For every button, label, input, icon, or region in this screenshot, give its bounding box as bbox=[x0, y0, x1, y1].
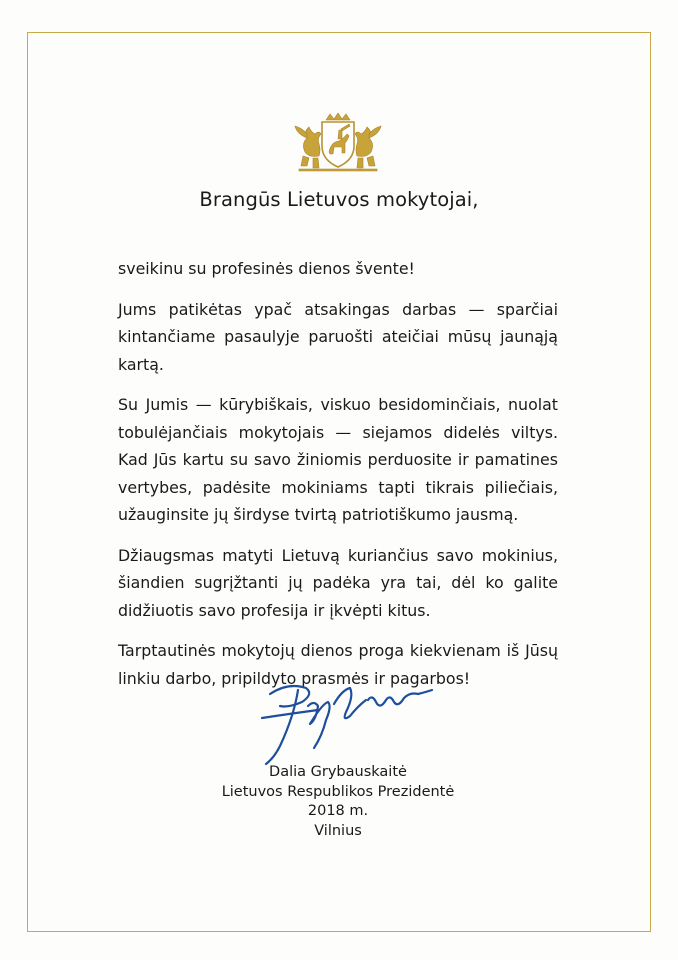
salutation: Brangūs Lietuvos mokytojai, bbox=[199, 188, 479, 211]
letter-place: Vilnius bbox=[314, 822, 362, 839]
signature-block bbox=[188, 763, 488, 841]
letter-year: 2018 m. bbox=[307, 803, 369, 819]
handwritten-signature-icon bbox=[258, 676, 438, 768]
paragraph: Jums patikėtas ypač atsakingas darbas — sparčiai kintančiame pasaulyje paruošti ateičiai mūsų jaunąją kartą. bbox=[118, 299, 558, 374]
signer-name: Dalia Grybauskaitė bbox=[269, 764, 407, 780]
signer-title: Lietuvos Respublikos Prezidentė bbox=[221, 783, 455, 800]
paragraph: Su Jumis — kūrybiškais, viskuo besidominčiais, nuolat tobulėjančiais mokytojais — siejamos didelės viltys. Kad Jūs kartu su savo žiniomis perduosite ir pamatines vertybes, padėsite mokiniams tapti tikrais piliečiais, užauginsite jų širdyse tvirtą patriotiškumo jausmą. bbox=[118, 395, 558, 524]
paragraph: Džiaugsmas matyti Lietuvą kuriančius savo mokinius, šiandien sugrįžtanti jų padėka yra tai, dėl ko galite didžiuotis savo profesija ir įkvėpti kitus. bbox=[118, 545, 558, 620]
letter-body bbox=[118, 255, 558, 705]
paragraph: Tarptautinės mokytojų dienos proga kiekvienam iš Jūsų linkiu darbo, pripildyto prasmės ir pagarbos! bbox=[118, 641, 558, 688]
coat-of-arms-icon bbox=[289, 112, 387, 172]
paragraph: sveikinu su profesinės dienos švente! bbox=[118, 259, 415, 278]
